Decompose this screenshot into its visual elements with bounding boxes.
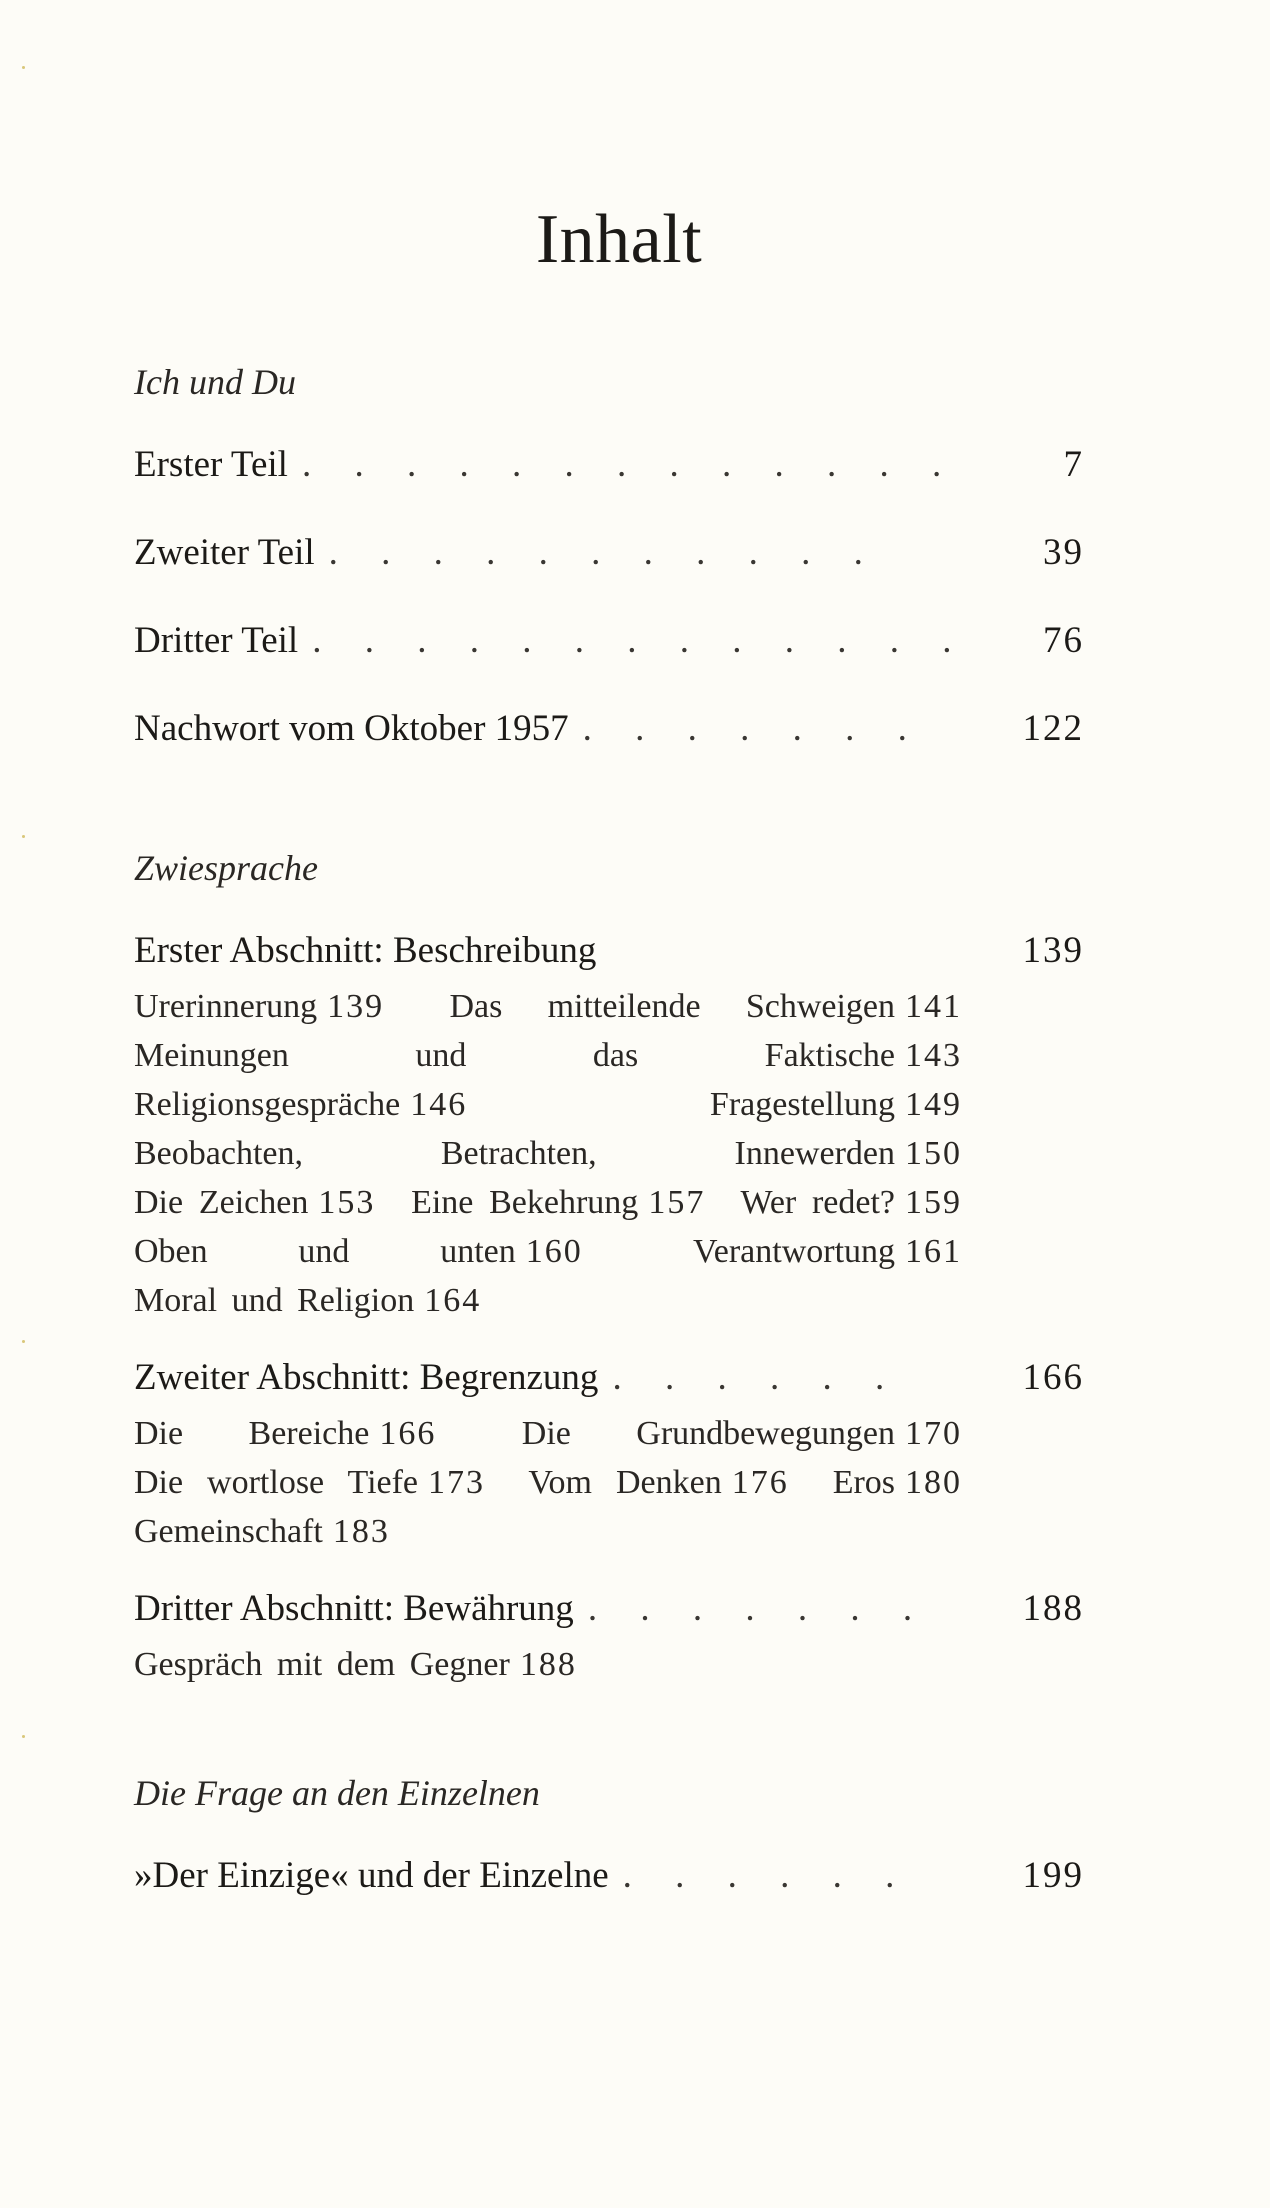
section-title: Die Frage an den Einzelnen xyxy=(134,1773,540,1813)
entry-label: Dritter Teil xyxy=(134,620,299,661)
entry-label: Nachwort vom Oktober 1957 xyxy=(134,708,569,749)
subtopic-item xyxy=(134,988,384,1025)
page-title: Inhalt xyxy=(535,201,703,278)
subtopic-list xyxy=(134,982,982,1325)
page-number: 122 xyxy=(1022,708,1084,749)
subtopic-page: 161 xyxy=(905,1233,963,1270)
subtopic-title: Wer redet? xyxy=(740,1184,896,1221)
subtopic-page: 170 xyxy=(905,1415,963,1452)
subtopic-page: 173 xyxy=(428,1464,486,1501)
toc-entry xyxy=(134,606,1084,676)
subtopic-item xyxy=(710,1086,962,1123)
subtopic-page: 160 xyxy=(525,1233,583,1270)
entry-label: Erster Teil xyxy=(134,444,288,485)
subtopic-item xyxy=(134,1086,467,1123)
subtopic-item xyxy=(411,1184,705,1221)
subtopic-title: Religionsgespräche xyxy=(134,1086,401,1123)
toc-row[interactable] xyxy=(134,916,1084,986)
subtopic-title: Die Zeichen xyxy=(134,1184,309,1221)
page-number: 139 xyxy=(1022,930,1084,971)
subtopic-item xyxy=(522,1415,962,1452)
toc-sections xyxy=(134,360,1084,1911)
page-number: 39 xyxy=(1043,532,1084,573)
page-number: 7 xyxy=(1063,444,1084,485)
subtopic-page: 149 xyxy=(905,1086,962,1123)
section-title: Ich und Du xyxy=(134,362,296,402)
subtopic-page: 188 xyxy=(519,1646,577,1683)
subtopic-page: 139 xyxy=(327,988,385,1025)
toc-entry xyxy=(134,430,1084,500)
subtopic-page: 157 xyxy=(648,1184,706,1221)
subtopic-title: Oben und unten xyxy=(134,1233,516,1270)
subtopic-title: Eros xyxy=(832,1464,896,1501)
toc-row[interactable] xyxy=(134,518,1084,588)
dot-leader: . . . . . . xyxy=(612,1357,902,1398)
dot-leader: . . . . . . . xyxy=(587,1588,930,1629)
subtopic-page: 141 xyxy=(905,988,962,1025)
subtopic-item xyxy=(134,1282,481,1319)
subtopic-page: 164 xyxy=(424,1282,482,1319)
subtopic-item xyxy=(740,1184,962,1221)
page-number: 76 xyxy=(1043,620,1084,661)
subtopic-title: Urerinnerung xyxy=(134,988,318,1025)
subtopic-page: 180 xyxy=(905,1464,963,1501)
toc-section xyxy=(134,360,1084,764)
subtopic-page: 176 xyxy=(731,1464,789,1501)
entry-label: Zweiter Teil xyxy=(134,532,315,573)
subtopic-list xyxy=(134,1640,982,1689)
toc-section xyxy=(134,1771,1084,1911)
toc-row[interactable] xyxy=(134,1841,1084,1911)
toc-row[interactable] xyxy=(134,606,1084,676)
subtopic-title: Gemeinschaft xyxy=(134,1513,323,1550)
subtopic-title: Moral und Religion xyxy=(134,1282,415,1319)
subtopic-item xyxy=(134,1233,583,1270)
toc-entry xyxy=(134,694,1084,764)
subtopic-page: 150 xyxy=(905,1135,962,1172)
subtopic-title: Beobachten, Betrachten, Innewerden xyxy=(134,1135,895,1172)
toc-entry xyxy=(134,518,1084,588)
subtopic-title: Die wortlose Tiefe xyxy=(134,1464,419,1501)
table-of-contents xyxy=(134,200,1084,1911)
subtopic-title: Eine Bekehrung xyxy=(411,1184,639,1221)
subtopic-title: Das mitteilende Schweigen xyxy=(449,988,895,1025)
subtopic-title: Die Grundbewegungen xyxy=(521,1415,896,1452)
subtopic-title: Verantwortung xyxy=(692,1233,896,1270)
toc-entry xyxy=(134,1343,1084,1556)
subtopic-item xyxy=(693,1233,962,1270)
dot-leader: . . . . . . . . . . . . . xyxy=(301,444,959,485)
page-number: 188 xyxy=(1022,1588,1084,1629)
subtopic-title: Gespräch mit dem Gegner xyxy=(134,1646,510,1683)
section-title: Zwiesprache xyxy=(134,848,318,888)
entry-label: Erster Abschnitt: Beschreibung xyxy=(134,930,597,971)
toc-row[interactable] xyxy=(134,694,1084,764)
entry-label: Dritter Abschnitt: Bewährung xyxy=(134,1588,574,1629)
subtopic-page: 143 xyxy=(905,1037,962,1074)
subtopic-item xyxy=(833,1464,962,1501)
entry-label: »Der Einzige« und der Einzelne xyxy=(134,1855,609,1896)
subtopic-item xyxy=(134,1037,962,1074)
margin-speck xyxy=(22,66,25,69)
subtopic-list xyxy=(134,1409,982,1556)
dot-leader: . . . . . . . xyxy=(582,708,924,749)
toc-entry xyxy=(134,916,1084,1325)
subtopic-title: Fragestellung xyxy=(709,1086,895,1123)
toc-entry xyxy=(134,1574,1084,1689)
subtopic-page: 153 xyxy=(318,1184,376,1221)
toc-row[interactable] xyxy=(134,430,1084,500)
subtopic-title: Meinungen und das Faktische xyxy=(134,1037,895,1074)
dot-leader: . . . . . . xyxy=(622,1855,912,1896)
subtopic-item xyxy=(134,1646,577,1683)
toc-row[interactable] xyxy=(134,1343,1084,1413)
toc-section xyxy=(134,846,1084,1689)
subtopic-item xyxy=(134,1184,375,1221)
entry-label: Zweiter Abschnitt: Begrenzung xyxy=(134,1357,599,1398)
subtopic-page: 183 xyxy=(332,1513,390,1550)
subtopic-title: Vom Denken xyxy=(528,1464,722,1501)
subtopic-item xyxy=(134,1415,436,1452)
margin-speck xyxy=(22,1340,25,1343)
page-number: 166 xyxy=(1022,1357,1084,1398)
margin-speck xyxy=(22,835,25,838)
subtopic-item xyxy=(449,988,962,1025)
margin-speck xyxy=(22,1735,25,1738)
subtopic-page: 146 xyxy=(410,1086,468,1123)
toc-row[interactable] xyxy=(134,1574,1084,1644)
subtopic-page: 159 xyxy=(905,1184,963,1221)
subtopic-item xyxy=(134,1513,390,1550)
toc-entry xyxy=(134,1841,1084,1911)
dot-leader: . . . . . . . . . . . . . xyxy=(312,620,969,661)
subtopic-item xyxy=(134,1135,962,1172)
subtopic-page: 166 xyxy=(379,1415,437,1452)
page-number: 199 xyxy=(1022,1855,1084,1896)
dot-leader: . . . . . . . . . . . xyxy=(328,532,880,573)
subtopic-title: Die Bereiche xyxy=(134,1415,370,1452)
subtopic-item xyxy=(528,1464,788,1501)
subtopic-item xyxy=(134,1464,485,1501)
